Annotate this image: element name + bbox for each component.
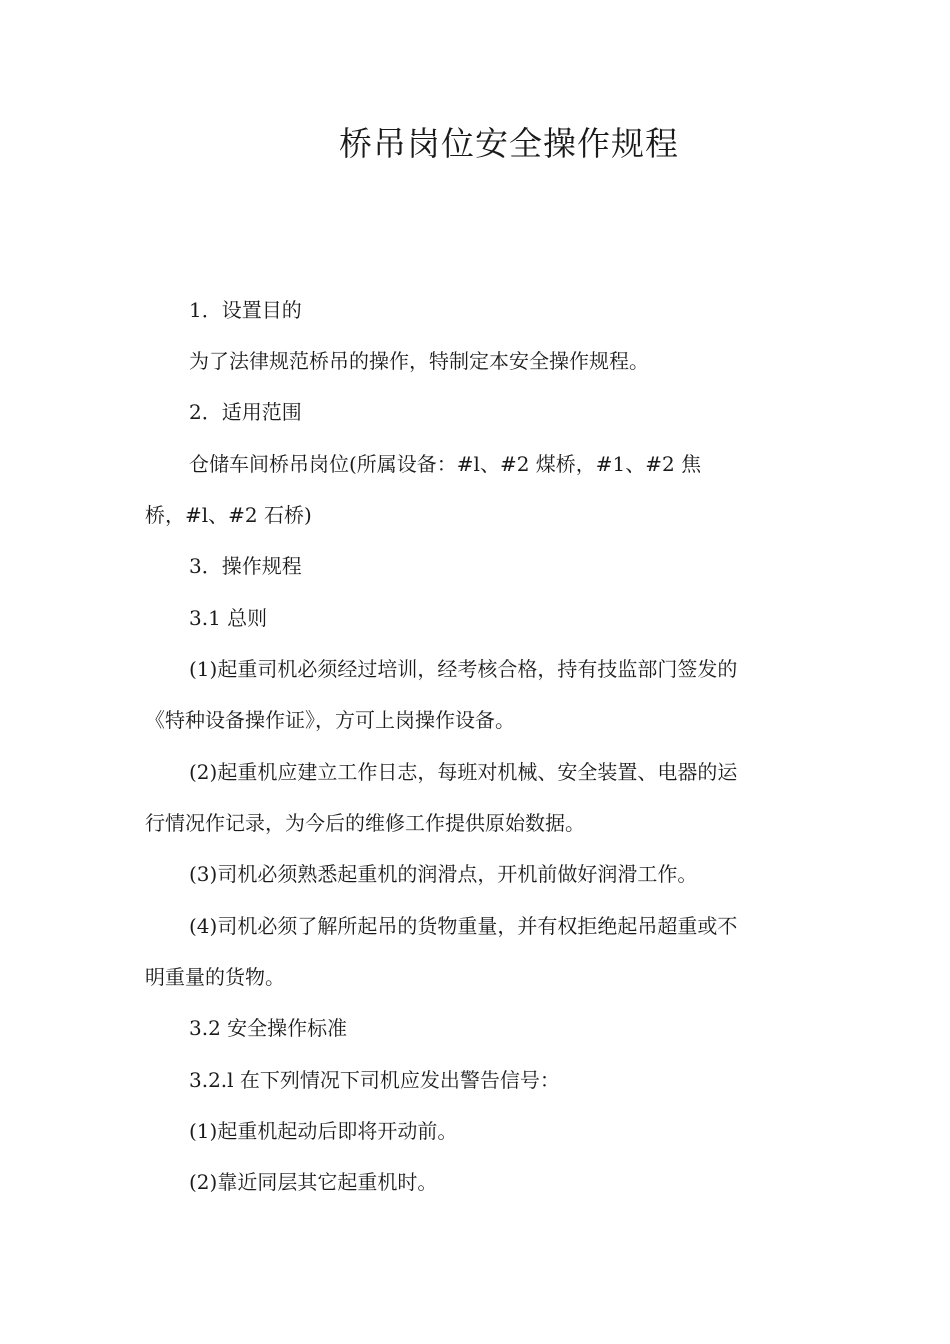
paragraph-scope-line-2: 桥，#l、#2 石桥) [145,503,312,527]
section-heading-scope: 2．适用范围 [189,400,302,424]
paragraph-item-3: (3)司机必须熟悉起重机的润滑点，开机前做好润滑工作。 [189,862,698,886]
section-heading-purpose: 1．设置目的 [189,298,302,322]
list-item-warning-2: (2)靠近同层其它起重机时。 [189,1170,438,1194]
section-heading-procedures: 3．操作规程 [189,554,302,578]
subsection-heading-general: 3.1 总则 [189,606,268,630]
paragraph-purpose: 为了法律规范桥吊的操作，特制定本安全操作规程。 [189,349,649,373]
paragraph-item-2-line-2: 行情况作记录，为今后的维修工作提供原始数据。 [145,811,585,835]
paragraph-item-4-line-2: 明重量的货物。 [145,965,285,989]
clause-heading-warning-signals: 3.2.l 在下列情况下司机应发出警告信号： [189,1068,560,1092]
paragraph-item-1-line-1: (1)起重司机必须经过培训，经考核合格，持有技监部门签发的 [189,657,738,681]
paragraph-item-1-line-2: 《特种设备操作证》，方可上岗操作设备。 [145,708,515,732]
paragraph-item-4-line-1: (4)司机必须了解所起吊的货物重量，并有权拒绝起吊超重或不 [189,914,738,938]
list-item-warning-1: (1)起重机起动后即将开动前。 [189,1119,458,1143]
paragraph-scope-line-1: 仓储车间桥吊岗位(所属设备：#l、#2 煤桥，#1、#2 焦 [189,452,702,476]
subsection-heading-safety-standards: 3.2 安全操作标准 [189,1016,348,1040]
document-title: 桥吊岗位安全操作规程 [339,124,679,163]
paragraph-item-2-line-1: (2)起重机应建立工作日志，每班对机械、安全装置、电器的运 [189,760,738,784]
